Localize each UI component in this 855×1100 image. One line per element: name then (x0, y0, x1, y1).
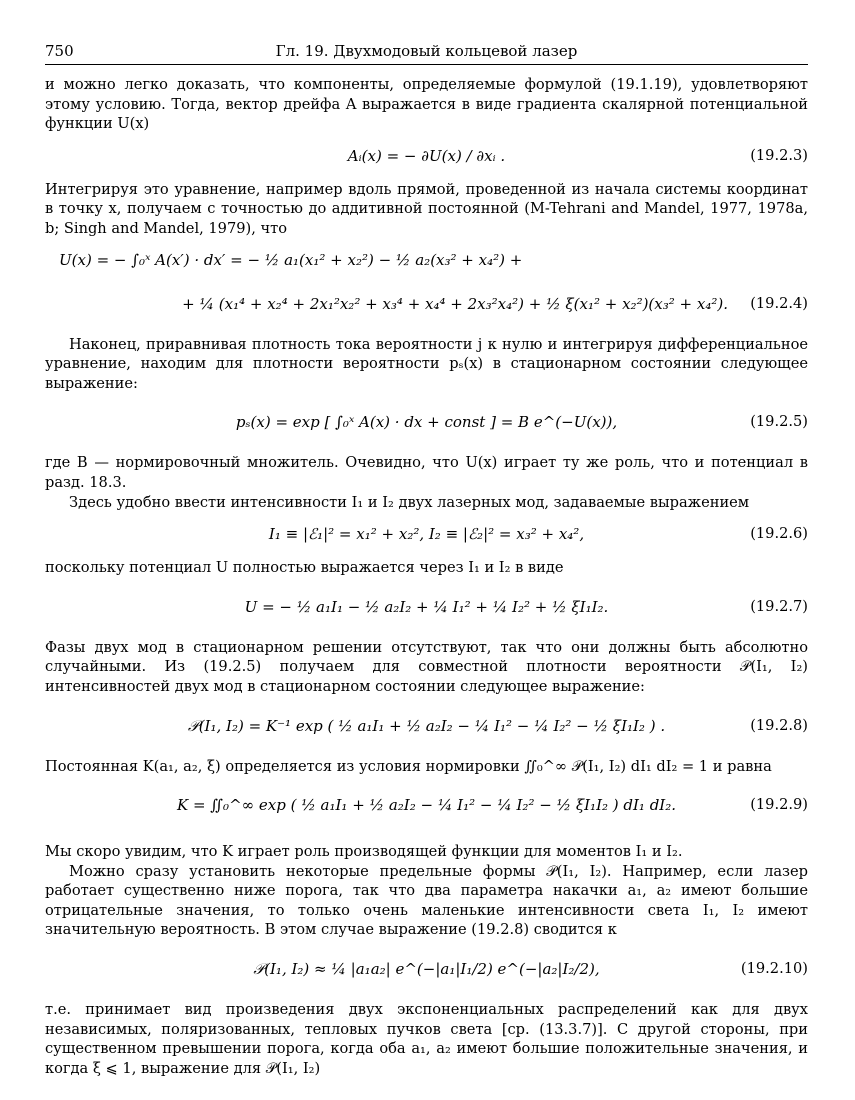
equation-19-2-3 (45, 134, 808, 180)
equation-19-2-9 (45, 776, 808, 836)
paragraph: Фазы двух мод в стационарном решении отсутствуют, так что они должны быть абсолютно случайными. Из (19.2.5) получаем для совместной плотности вероятности 𝒫(I₁, I₂) интенсивностей двух мод в стационарном состоянии следующее выражение: (45, 638, 808, 695)
page-header (45, 40, 808, 65)
paragraph: поскольку потенциал U полностью выражается через I₁ и I₂ в виде (45, 559, 564, 577)
paragraph: Здесь удобно ввести интенсивности I₁ и I₂ двух лазерных мод, задаваемые выражением (69, 493, 750, 511)
equation-19-2-7 (45, 578, 808, 638)
equation-number: (19.2.3) (750, 146, 808, 164)
equation-expression-line-2: + ¼ (x₁⁴ + x₂⁴ + 2x₁²x₂² + x₃⁴ + x₄⁴ + 2x₃²x₄²) + ½ ξ(x₁² + x₂²)(x₃² + x₄²). (182, 294, 728, 313)
equation-expression: pₛ(x) = exp [ ∫₀ˣ A(x) · dx + const ] = B e^(−U(x)), (235, 413, 618, 432)
equation-19-2-10 (45, 940, 808, 1000)
paragraph: Постоянная K(a₁, a₂, ξ) определяется из условия нормировки ∬₀^∞ 𝒫(I₁, I₂) dI₁ dI₂ = 1 и равна (45, 757, 772, 775)
equation-number: (19.2.8) (750, 716, 808, 734)
page (45, 40, 808, 1078)
equation-number: (19.2.10) (740, 960, 808, 978)
paragraph: Можно сразу установить некоторые предельные формы 𝒫(I₁, I₂). Например, если лазер работает существенно ниже порога, так что два параметра накачки a₁, a₂ имеют большие отрицательные значения, то только очень маленькие интенсивности света I₁, I₂ имеют значительную вероятность. В этом случае выражение (19.2.8) сводится к (45, 862, 808, 939)
paragraph: Интегрируя это уравнение, например вдоль прямой, проведенной из начала системы координат в точку x, получаем с точностью до аддитивной постоянной (M-Tehrani and Mandel, 1977, 1978a, b; Singh and Mandel, 1979), что (45, 180, 808, 237)
equation-expression: 𝒫(I₁, I₂) = K⁻¹ exp ( ½ a₁I₁ + ½ a₂I₂ − ¼ I₁² − ¼ I₂² − ½ ξI₁I₂ ) . (187, 716, 666, 735)
running-title: Гл. 19. Двухмодовый кольцевой лазер (275, 42, 578, 60)
equation-expression: 𝒫(I₁, I₂) ≈ ¼ |a₁a₂| e^(−|a₁|I₁/2) e^(−|a₂|I₂/2), (253, 960, 600, 979)
paragraph: где B — нормировочный множитель. Очевидно, что U(x) играет ту же роль, что и потенциал в разд. 18.3. (45, 454, 808, 491)
equation-expression: K = ∬₀^∞ exp ( ½ a₁I₁ + ½ a₂I₂ − ¼ I₁² − ¼ I₂² − ½ ξI₁I₂ ) dI₁ dI₂. (176, 796, 677, 815)
equation-19-2-6 (45, 512, 808, 558)
equation-expression: Aᵢ(x) = − ∂U(x) / ∂xᵢ . (347, 146, 506, 165)
equation-number: (19.2.6) (750, 525, 808, 543)
equation-19-2-8 (45, 697, 808, 757)
paragraph: Мы скоро увидим, что K играет роль производящей функции для моментов I₁ и I₂. (45, 843, 683, 861)
equation-number: (19.2.9) (750, 796, 808, 814)
equation-19-2-4 (45, 239, 808, 331)
equation-19-2-5 (45, 393, 808, 453)
equation-number: (19.2.4) (750, 294, 808, 312)
equation-expression: U = − ½ a₁I₁ − ½ a₂I₂ + ¼ I₁² + ¼ I₂² + ½ ξI₁I₂. (244, 597, 609, 616)
paragraph: т.е. принимает вид произведения двух экспоненциальных распределений как для двух независимых, поляризованных, тепловых пучков света [ср. (13.3.7)]. С другой стороны, при существенном превышении порога, когда оба a₁, a₂ имеют большие положительные значения, и когда ξ ⩽ 1, выражение для 𝒫(I₁, I₂) (45, 1001, 808, 1077)
equation-number: (19.2.7) (750, 597, 808, 615)
equation-expression: I₁ ≡ |ℰ₁|² = x₁² + x₂², I₂ ≡ |ℰ₂|² = x₃² + x₄², (268, 525, 585, 544)
paragraph: Наконец, приравнивая плотность тока вероятности j к нулю и интегрируя дифференциальное уравнение, находим для плотности вероятности pₛ(x) в стационарном состоянии следующее выражение: (45, 335, 808, 392)
equation-expression-line-1: U(x) = − ∫₀ˣ A(x′) · dx′ = − ½ a₁(x₁² + x₂²) − ½ a₂(x₃² + x₄²) + (59, 250, 523, 269)
page-number: 750 (45, 42, 74, 60)
paragraph: и можно легко доказать, что компоненты, определяемые формулой (19.1.19), удовлетворяют этому условию. Тогда, вектор дрейфа A выражается в виде градиента скалярной потенциальной функции U(x) (45, 76, 808, 133)
equation-number: (19.2.5) (750, 413, 808, 431)
